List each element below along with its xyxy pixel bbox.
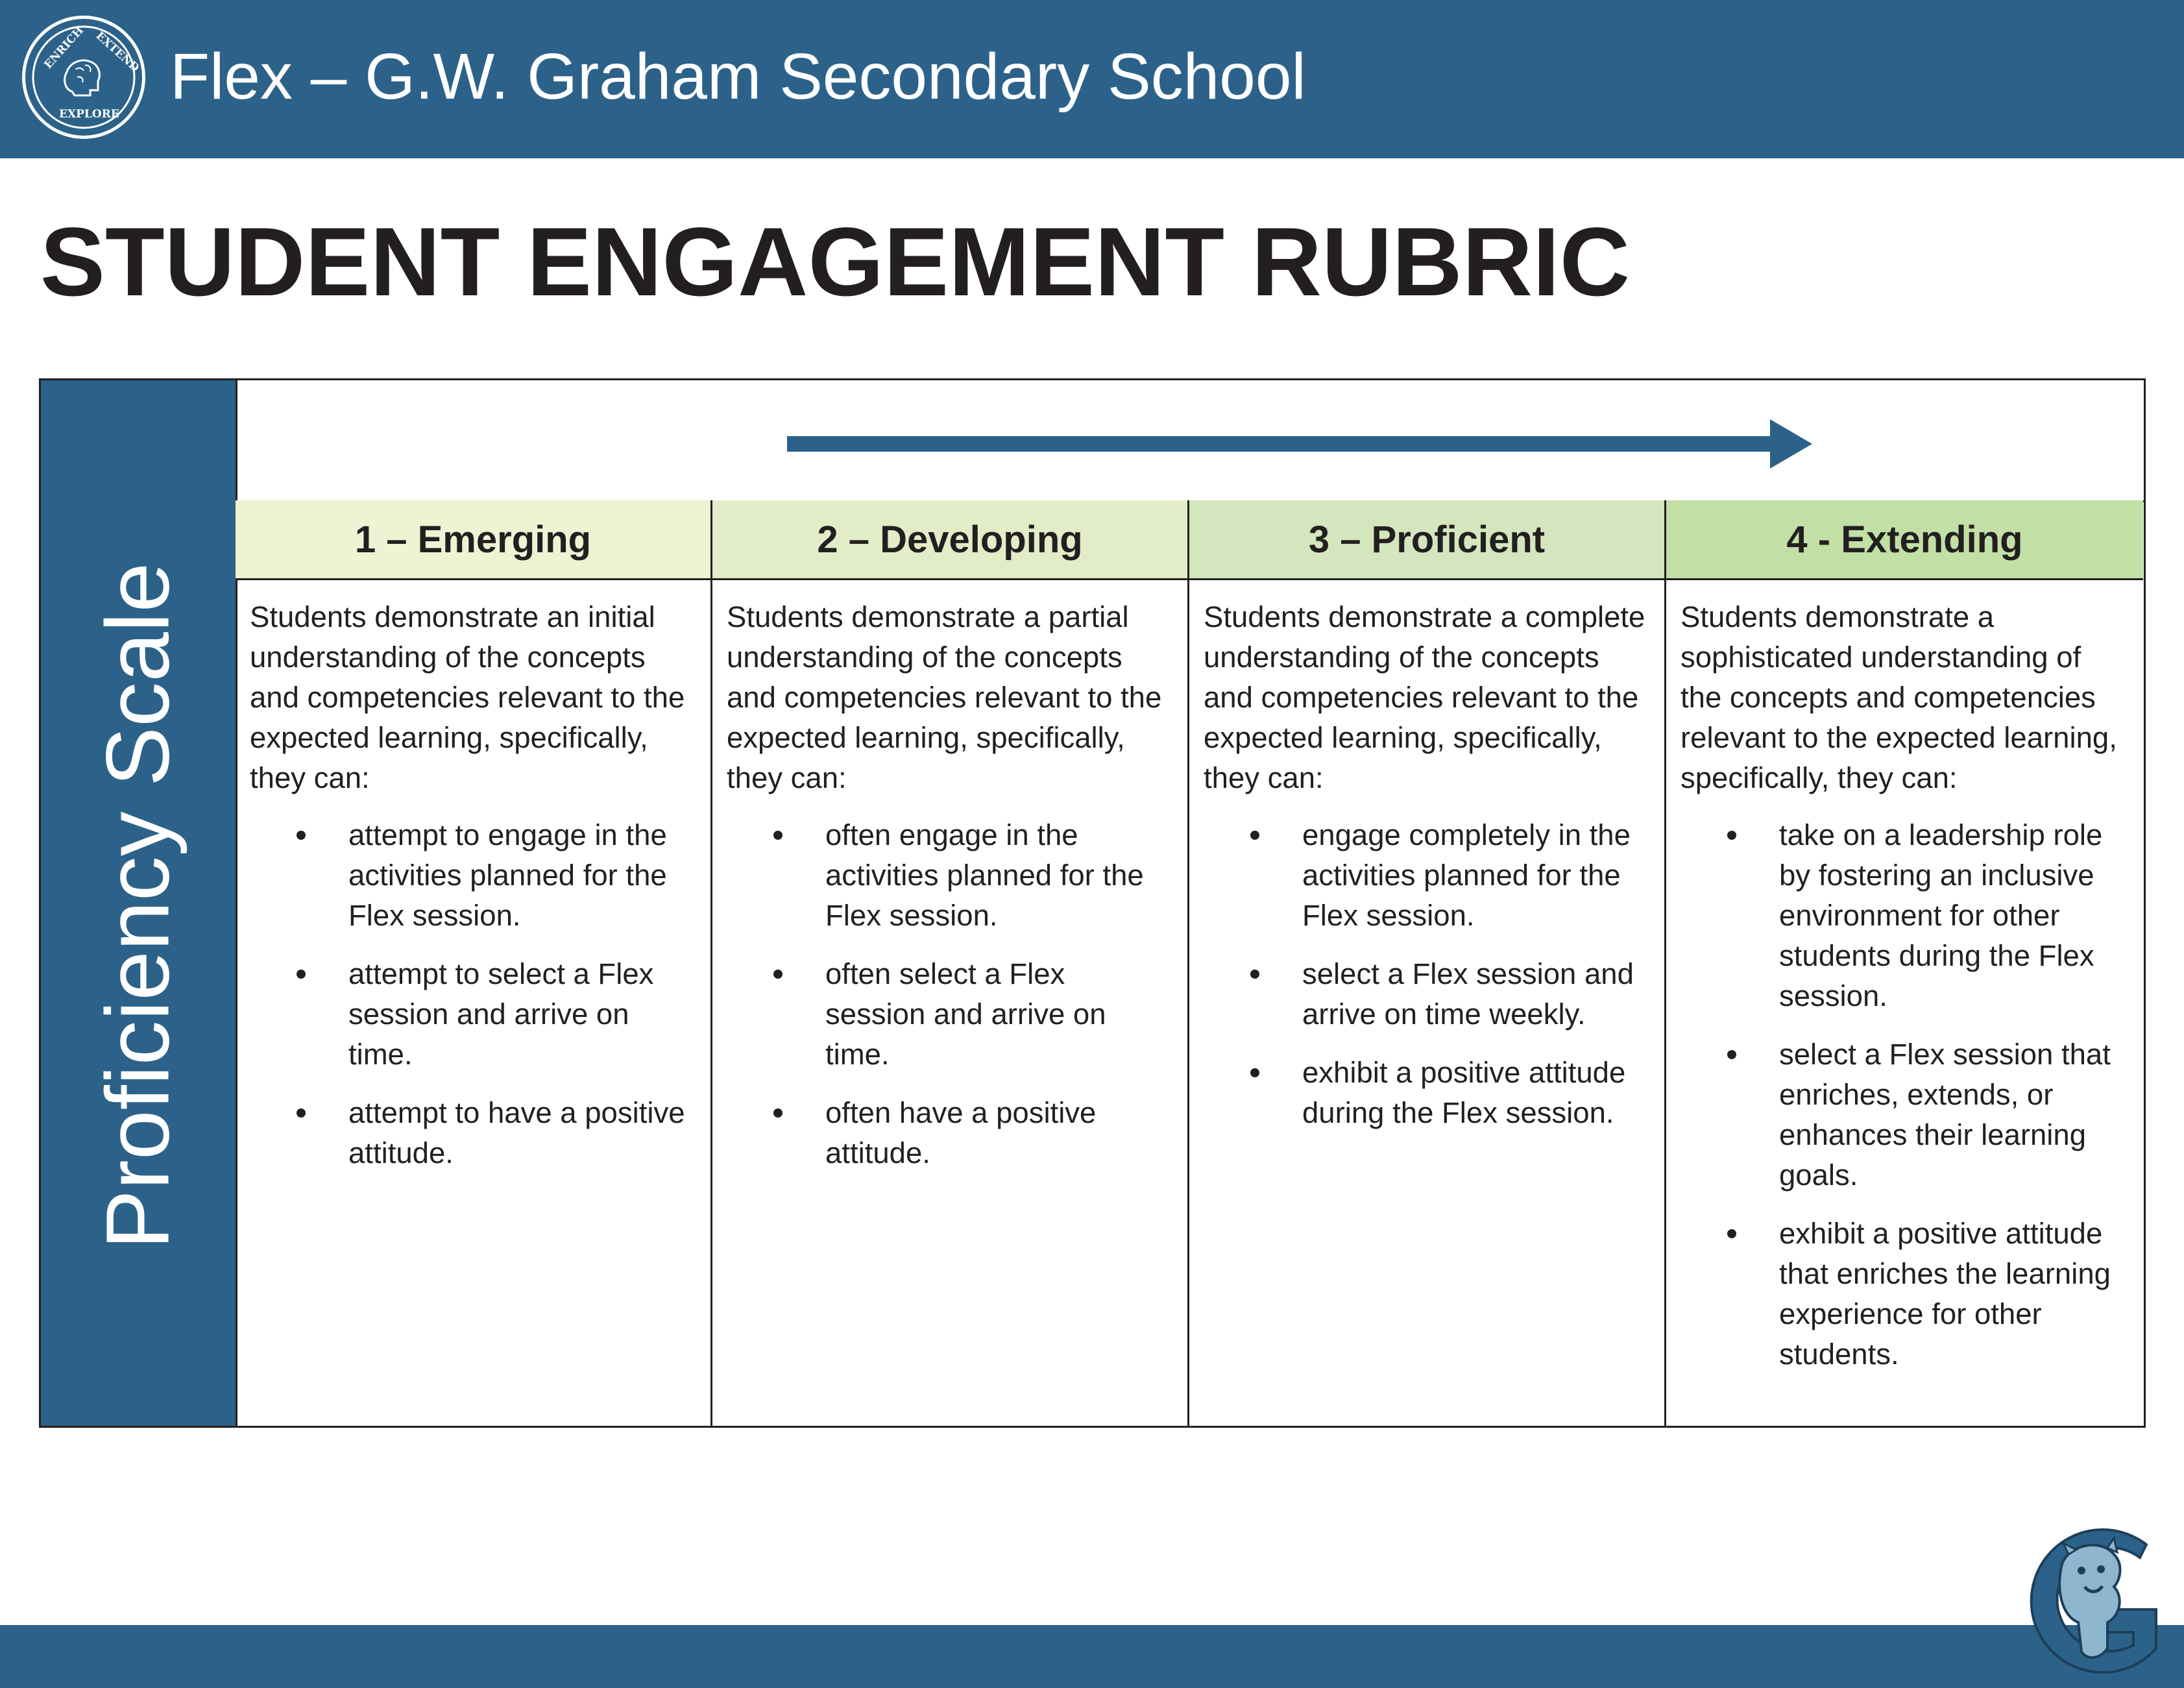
proficiency-scale-label: Proficiency Scale xyxy=(88,562,188,1250)
list-item-text: engage completely in the activities planned for the Flex session. xyxy=(1302,818,1631,932)
list-item-text: take on a leadership role by fostering an inclusive environment for other students during the Flex session. xyxy=(1779,818,2103,1012)
logo-word-enrich: ENRICH xyxy=(42,24,86,72)
bullet-icon xyxy=(773,831,783,840)
list-item-text: attempt to engage in the activities planned for the Flex session. xyxy=(348,818,667,932)
list-item-text: attempt to have a positive attitude. xyxy=(348,1096,685,1169)
bullet-icon xyxy=(773,970,783,979)
list-item xyxy=(250,815,696,936)
list-item-text: exhibit a positive attitude during the Flex session. xyxy=(1302,1056,1626,1129)
list-item-text: attempt to select a Flex session and arrive on time. xyxy=(348,957,654,1071)
rubric-column-emerging xyxy=(236,500,712,1426)
column-intro: Students demonstrate a sophisticated understanding of the concepts and competencies relevant to the expected learning, specifically, they can: xyxy=(1680,600,2117,794)
column-intro: Students demonstrate an initial understanding of the concepts and competencies relevant to the expected learning, specifically, they can: xyxy=(250,600,685,794)
bullet-icon xyxy=(297,1108,306,1118)
bullet-icon xyxy=(1250,970,1259,979)
bullet-icon xyxy=(297,831,306,840)
rubric-column-developing xyxy=(712,500,1189,1426)
header-band xyxy=(0,0,2184,158)
page-title: STUDENT ENGAGEMENT RUBRIC xyxy=(40,207,1631,316)
bullet-icon xyxy=(1250,831,1259,840)
bullet-icon xyxy=(1727,1229,1736,1238)
list-item-text: select a Flex session that enriches, extends, or enhances their learning goals. xyxy=(1779,1038,2111,1192)
list-item xyxy=(1680,1214,2129,1375)
column-heading: 1 – Emerging xyxy=(236,500,710,580)
list-item xyxy=(1680,815,2129,1016)
list-item-text: often engage in the activities planned for the Flex session. xyxy=(825,818,1144,932)
column-intro: Students demonstrate a partial understanding of the concepts and competencies relevant to the expected learning, specifically, they can: xyxy=(727,600,1162,794)
list-item xyxy=(1204,815,1650,936)
bullet-icon xyxy=(297,970,306,979)
rubric-table xyxy=(39,378,2146,1428)
proficiency-side-band xyxy=(41,380,237,1426)
list-item xyxy=(250,954,696,1075)
list-item-text: exhibit a positive attitude that enriches the learning experience for other students. xyxy=(1779,1217,2111,1371)
rubric-column-extending xyxy=(1666,500,2143,1426)
list-item-text: often have a positive attitude. xyxy=(825,1096,1097,1169)
list-item xyxy=(1680,1034,2129,1195)
rubric-column-proficient xyxy=(1189,500,1666,1426)
flex-logo-icon xyxy=(22,16,145,139)
logo-word-explore: EXPLORE xyxy=(59,108,119,121)
column-heading: 2 – Developing xyxy=(712,500,1187,580)
column-intro: Students demonstrate a complete understanding of the concepts and competencies relevant to the expected learning, specifically, they can: xyxy=(1204,600,1645,794)
bullet-icon xyxy=(1727,1050,1736,1059)
footer-band xyxy=(0,1625,2184,1688)
list-item-text: often select a Flex session and arrive on time. xyxy=(825,957,1106,1071)
list-item xyxy=(1204,1053,1650,1133)
list-item-text: select a Flex session and arrive on time weekly. xyxy=(1302,957,1634,1031)
column-heading: 4 - Extending xyxy=(1666,500,2143,580)
list-item xyxy=(727,815,1173,936)
header-title: Flex – G.W. Graham Secondary School xyxy=(170,40,1306,113)
list-item xyxy=(1204,954,1650,1034)
grizzly-g-logo-icon xyxy=(2017,1519,2172,1681)
list-item xyxy=(250,1093,696,1173)
bullet-icon xyxy=(1727,831,1736,840)
column-heading: 3 – Proficient xyxy=(1189,500,1664,580)
bullet-icon xyxy=(773,1108,783,1118)
list-item xyxy=(727,1093,1173,1173)
list-item xyxy=(727,954,1173,1075)
arrow-row xyxy=(236,380,2144,502)
bullet-icon xyxy=(1250,1068,1259,1077)
logo-word-extend: EXTEND xyxy=(93,29,142,75)
right-arrow-icon xyxy=(236,380,2144,500)
